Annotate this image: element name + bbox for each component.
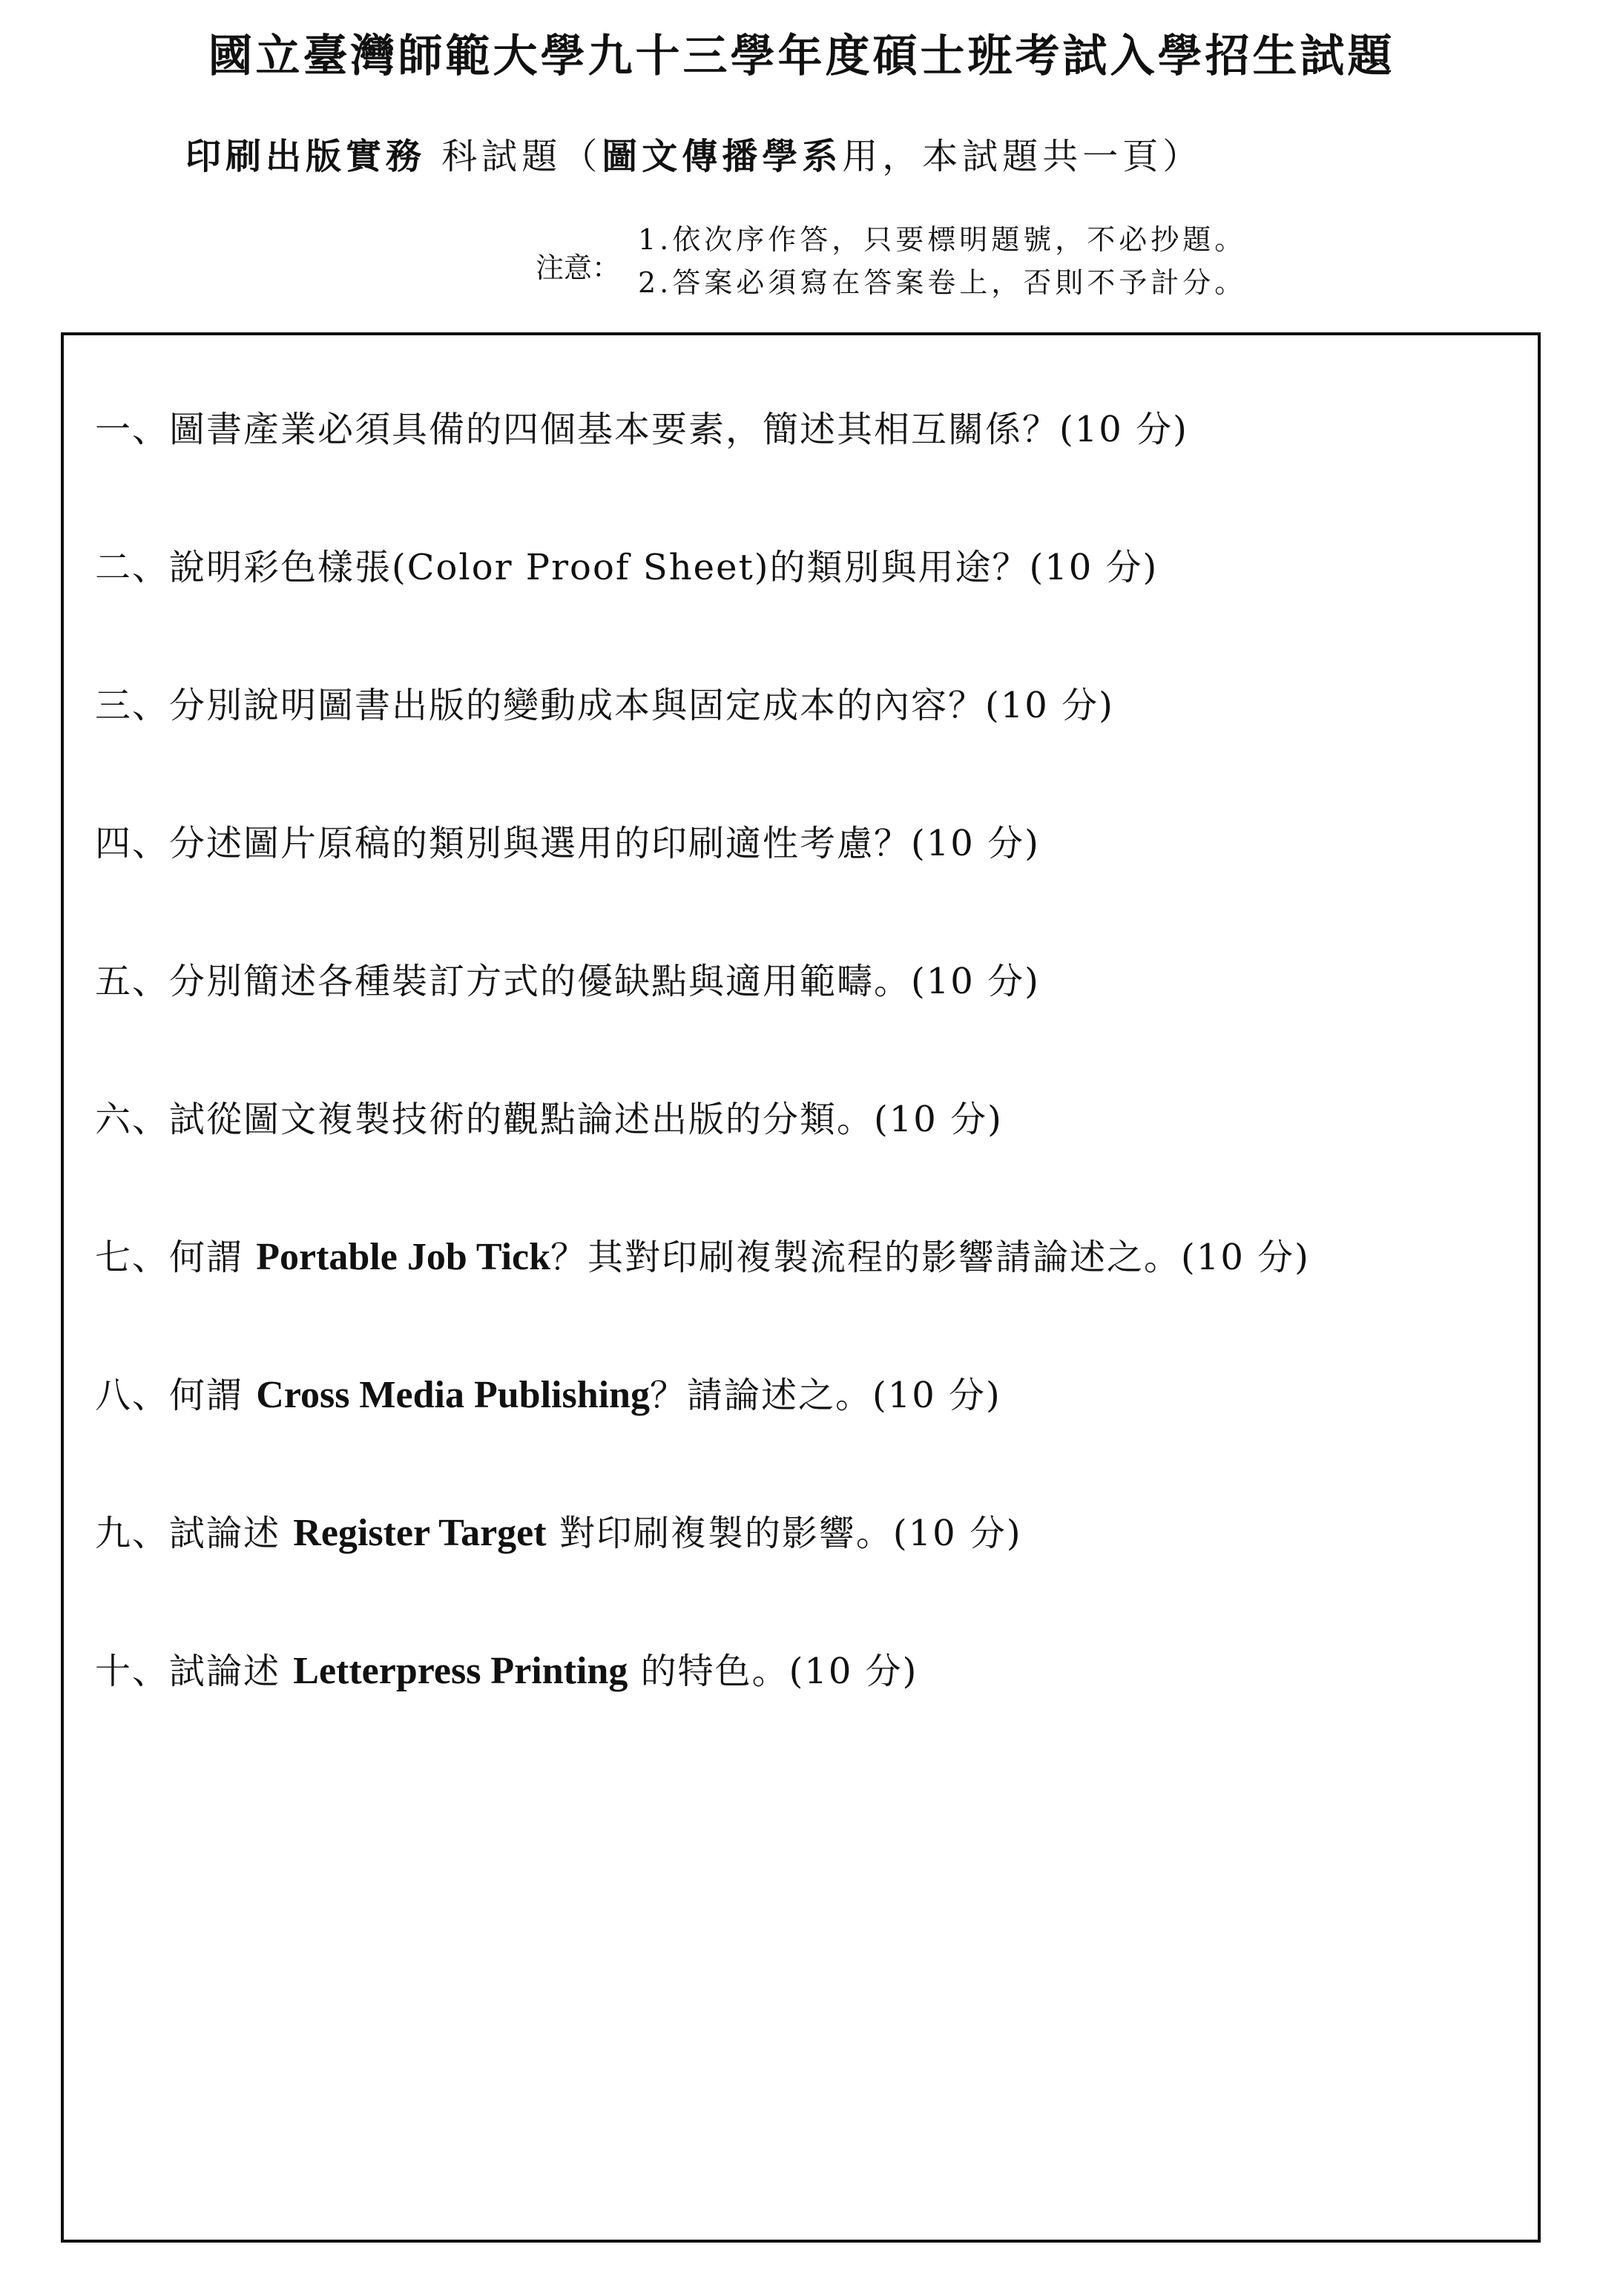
question-item	[95, 1642, 918, 1694]
question-item: 五、分別簡述各種裝訂方式的優缺點與適用範疇。(10 分)	[95, 961, 1040, 1002]
question-suffix: 的特色。(10 分)	[628, 1651, 918, 1692]
question-item: 三、分別說明圖書出版的變動成本與固定成本的內容？(10 分)	[95, 685, 1114, 726]
question-prefix: 八、何謂	[95, 1375, 257, 1416]
exam-title: 國立臺灣師範大學九十三學年度碩士班考試入學招生試題	[208, 30, 1395, 82]
question-term: Cross Media Publishing	[256, 1374, 650, 1416]
question-term: Portable Job Tick	[256, 1236, 551, 1278]
notice-item: 2.答案必須寫在答案卷上，否則不予計分。	[638, 266, 1247, 299]
question-prefix: 七、何謂	[95, 1237, 257, 1278]
exam-subtitle	[185, 128, 1202, 179]
notice-item: 1.依次序作答，只要標明題號，不必抄題。	[638, 223, 1247, 256]
question-item	[95, 1366, 1001, 1418]
question-term: Letterpress Printing	[293, 1650, 628, 1692]
question-item	[95, 1504, 1022, 1556]
question-suffix: 對印刷複製的影響。(10 分)	[546, 1513, 1022, 1554]
question-item	[95, 1228, 1310, 1280]
question-frame	[61, 332, 1541, 2243]
question-item: 四、分述圖片原稿的類別與選用的印刷適性考慮？(10 分)	[95, 823, 1040, 864]
subject-name: 印刷出版實務	[185, 136, 427, 177]
subject-suffix: 科試題（	[426, 136, 602, 177]
question-suffix: ？其對印刷複製流程的影響請論述之。(10 分)	[550, 1237, 1310, 1278]
department-suffix: 用，本試題共一頁）	[842, 136, 1203, 177]
department-name: 圖文傳播學系	[602, 136, 843, 177]
notice-label: 注意：	[536, 251, 621, 284]
question-item: 二、說明彩色樣張(Color Proof Sheet)的類別與用途？(10 分)	[95, 547, 1159, 588]
question-prefix: 十、試論述	[95, 1651, 294, 1692]
question-prefix: 九、試論述	[95, 1513, 294, 1554]
question-item: 一、圖書產業必須具備的四個基本要素，簡述其相互關係？(10 分)	[95, 409, 1188, 450]
question-item: 六、試從圖文複製技術的觀點論述出版的分類。(10 分)	[95, 1099, 1003, 1140]
question-suffix: ？請論述之。(10 分)	[649, 1375, 1001, 1416]
question-term: Register Target	[293, 1512, 547, 1554]
